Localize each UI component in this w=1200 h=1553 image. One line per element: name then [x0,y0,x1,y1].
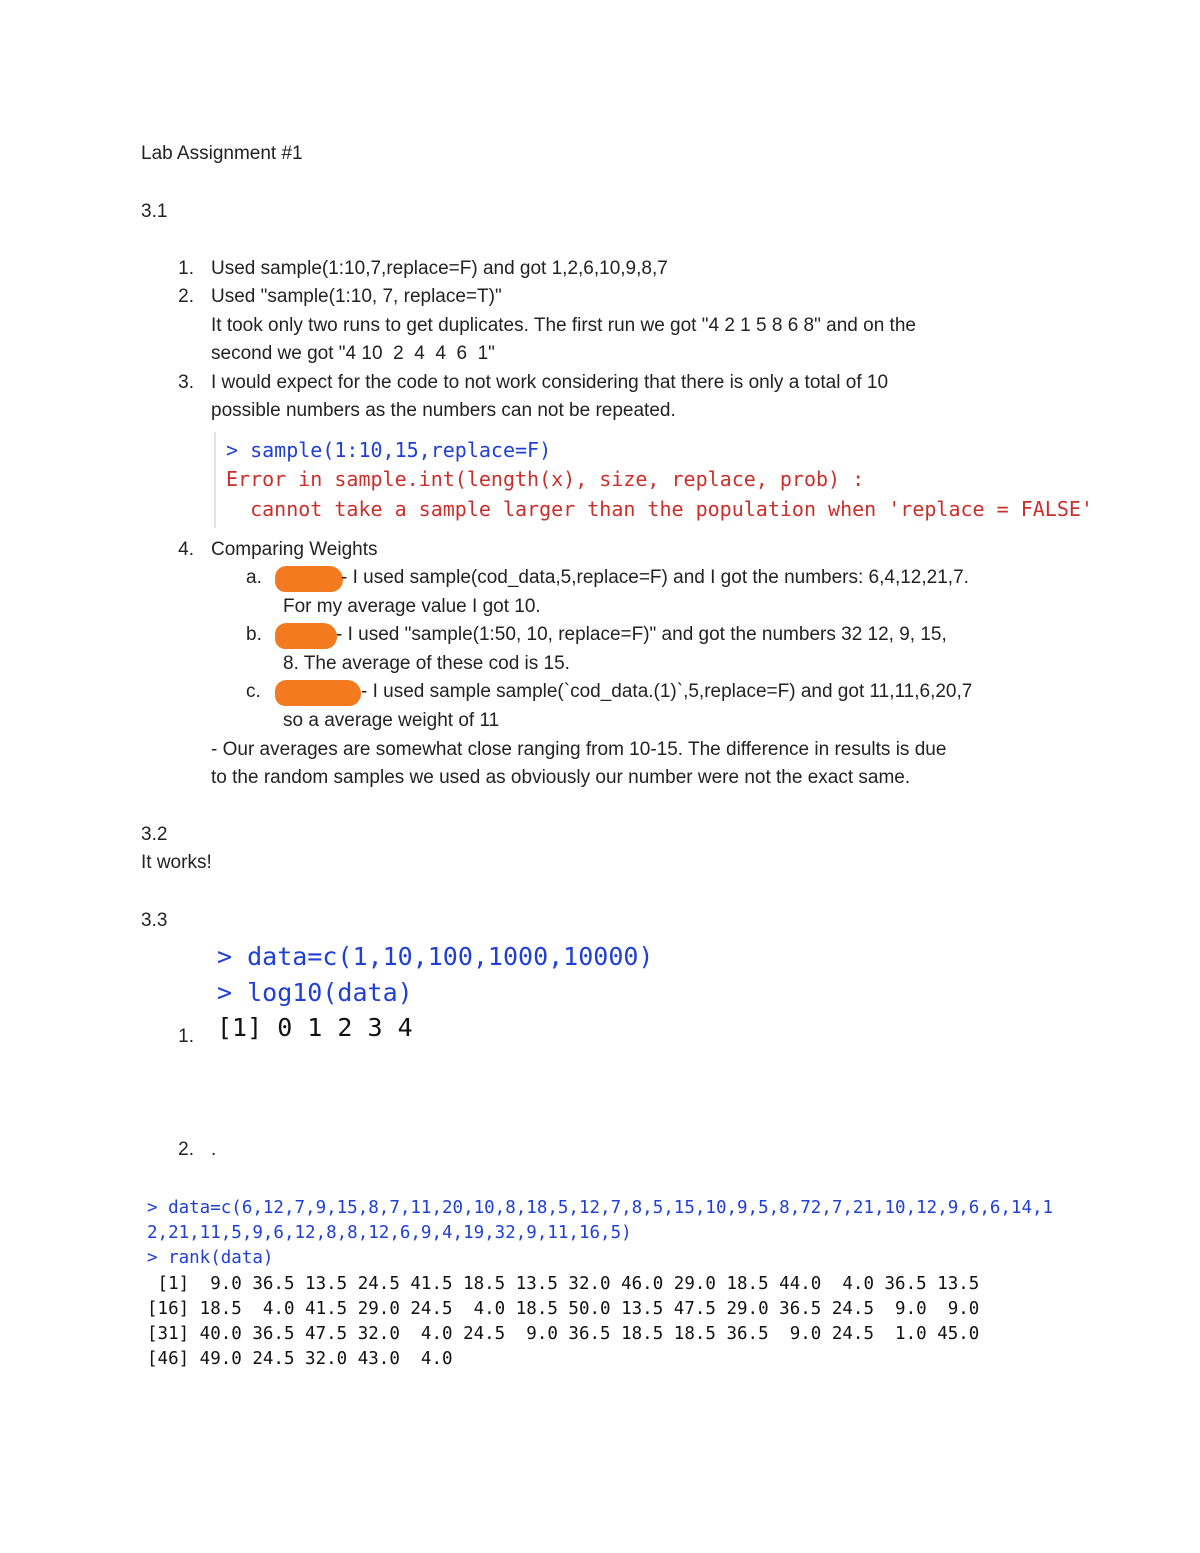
console-border [214,432,216,528]
section-text: It works! [141,852,212,873]
list-item-text: Used sample(1:10,7,replace=F) and got 1,2,6,10,9,8,7 [211,258,668,279]
list-item-text: possible numbers as the numbers can not be repeated. [211,400,676,421]
console-output: [16] 18.5 4.0 41.5 29.0 24.5 4.0 18.5 50.0 13.5 47.5 29.0 36.5 24.5 9.0 9.0 [147,1299,980,1319]
list-item-text: I would expect for the code to not work considering that there is only a total of 10 [211,372,889,393]
list-number: 3. [178,372,194,393]
section-heading-3-2: 3.2 [141,824,168,845]
sublist-letter: c. [246,681,261,702]
list-number: 1. [178,258,194,279]
console-output: [31] 40.0 36.5 47.5 32.0 4.0 24.5 9.0 36.5 18.5 18.5 36.5 9.0 24.5 1.0 45.0 [147,1324,980,1344]
console-output: [1] 0 1 2 3 4 [217,1013,413,1042]
console-command: > sample(1:10,15,replace=F) [226,438,552,462]
console-command: 2,21,11,5,9,6,12,8,8,12,6,9,4,19,32,9,11,16,5) [147,1223,632,1243]
list-number: 2. [178,286,194,307]
sublist-text: so a average weight of 11 [283,710,500,731]
redaction-mark [275,680,361,706]
redaction-mark [275,566,343,592]
console-command: > data=c(1,10,100,1000,10000) [217,942,654,971]
console-command: > data=c(6,12,7,9,15,8,7,11,20,10,8,18,5,12,7,8,5,15,10,9,5,8,72,7,21,10,12,9,6,6,14,1 [147,1198,1054,1218]
sublist-text: For my average value I got 10. [283,596,541,617]
sublist-text: - I used "sample(1:50, 10, replace=F)" and got the numbers 32 12, 9, 15, [336,624,947,645]
redaction-mark [275,623,337,649]
summary-text: to the random samples we used as obviously our number were not the exact same. [211,767,911,788]
list-item-text: It took only two runs to get duplicates. The first run we got "4 2 1 5 8 6 8" and on the [211,315,916,336]
sublist-text: - I used sample sample(`cod_data.(1)`,5,replace=F) and got 11,11,6,20,7 [361,681,973,702]
summary-text: - Our averages are somewhat close ranging from 10-15. The difference in results is due [211,739,947,760]
console-command: > rank(data) [147,1248,274,1268]
list-number: 1. [178,1026,194,1047]
section-heading-3-3: 3.3 [141,910,168,931]
sublist-letter: a. [246,567,262,588]
console-error: cannot take a sample larger than the population when 'replace = FALSE' [226,497,1093,521]
section-heading-3-1: 3.1 [141,201,168,222]
list-item-text: Comparing Weights [211,539,378,560]
console-error: Error in sample.int(length(x), size, replace, prob) : [226,467,865,491]
list-item-text: second we got "4 10 2 4 4 6 1" [211,343,495,364]
page-title: Lab Assignment #1 [141,143,303,164]
list-number: 4. [178,539,194,560]
console-command: > log10(data) [217,978,413,1007]
list-item-text: Used "sample(1:10, 7, replace=T)" [211,286,502,307]
list-number: 2. [178,1139,194,1160]
sublist-text: 8. The average of these cod is 15. [283,653,570,674]
console-output: [46] 49.0 24.5 32.0 43.0 4.0 [147,1349,453,1369]
sublist-letter: b. [246,624,262,645]
console-output: [1] 9.0 36.5 13.5 24.5 41.5 18.5 13.5 32.0 46.0 29.0 18.5 44.0 4.0 36.5 13.5 [147,1274,980,1294]
sublist-text: - I used sample(cod_data,5,replace=F) and I got the numbers: 6,4,12,21,7. [341,567,969,588]
list-item-text: . [211,1139,217,1160]
